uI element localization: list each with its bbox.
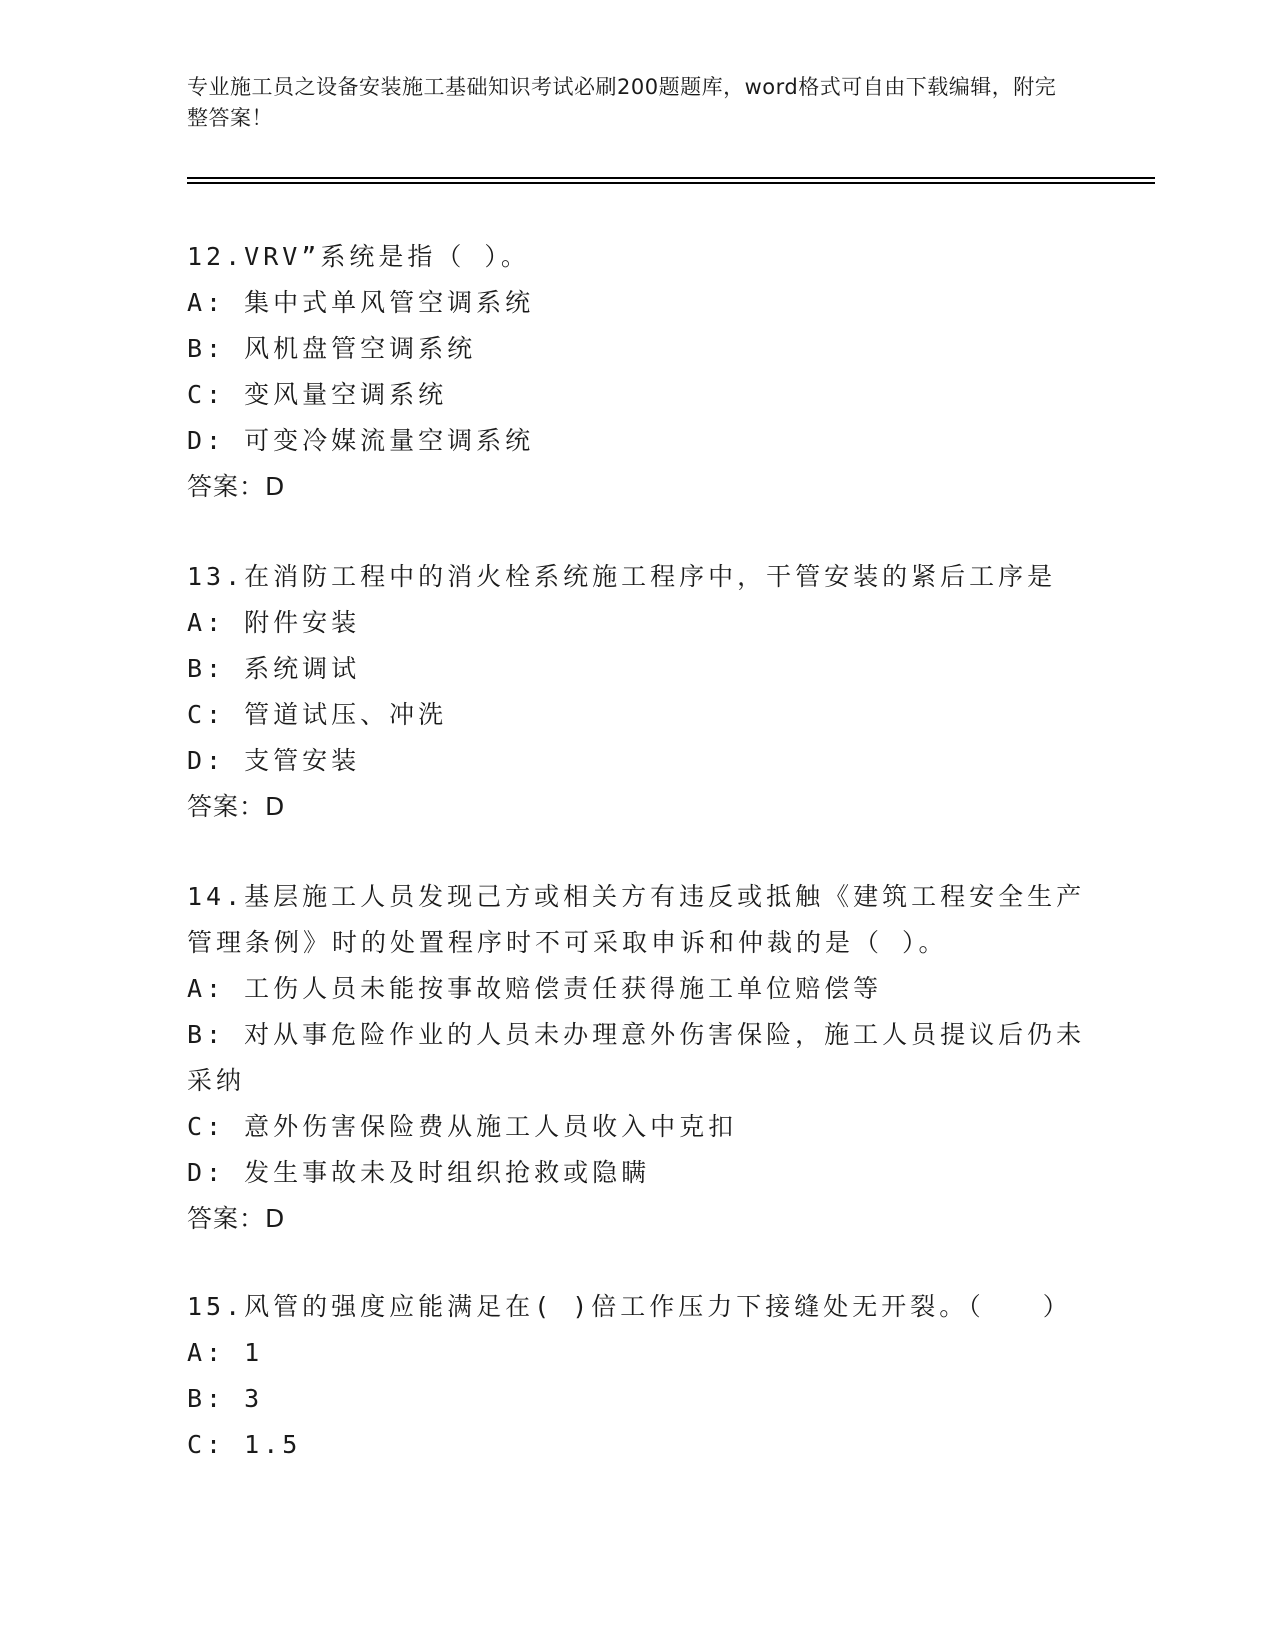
option-b: B: 风机盘管空调系统 bbox=[187, 334, 477, 363]
header-divider-bottom bbox=[187, 182, 1155, 184]
question-14 bbox=[187, 874, 1087, 1242]
question-13 bbox=[187, 554, 1087, 830]
answer-line: 答案：D bbox=[187, 792, 286, 821]
option-d: D: 支管安装 bbox=[187, 746, 361, 775]
option-a: A: 1 bbox=[187, 1338, 264, 1367]
question-stem: 13.在消防工程中的消火栓系统施工程序中，干管安装的紧后工序是 bbox=[187, 562, 1057, 591]
answer-line: 答案：D bbox=[187, 472, 286, 501]
header-divider-top bbox=[187, 177, 1155, 179]
question-stem: 15.风管的强度应能满足在( )倍工作压力下接缝处无开裂。（ ） bbox=[187, 1292, 1072, 1321]
option-a: A: 集中式单风管空调系统 bbox=[187, 288, 535, 317]
option-b: B: 3 bbox=[187, 1384, 264, 1413]
option-a: A: 工伤人员未能按事故赔偿责任获得施工单位赔偿等 bbox=[187, 974, 883, 1003]
option-b: B: 对从事危险作业的人员未办理意外伤害保险，施工人员提议后仍未采纳 bbox=[187, 1020, 1086, 1095]
question-12 bbox=[187, 234, 1087, 510]
question-stem: 14.基层施工人员发现己方或相关方有违反或抵触《建筑工程安全生产管理条例》时的处置程序时不可采取申诉和仲裁的是（ ）。 bbox=[187, 882, 1086, 957]
option-c: C: 1.5 bbox=[187, 1430, 302, 1459]
answer-line: 答案：D bbox=[187, 1204, 286, 1233]
option-c: C: 意外伤害保险费从施工人员收入中克扣 bbox=[187, 1112, 738, 1141]
question-stem: 12.VRV”系统是指（ ）。 bbox=[187, 242, 530, 271]
option-d: D: 发生事故未及时组织抢救或隐瞒 bbox=[187, 1158, 651, 1187]
option-b: B: 系统调试 bbox=[187, 654, 361, 683]
option-a: A: 附件安装 bbox=[187, 608, 361, 637]
document-header: 专业施工员之设备安装施工基础知识考试必刷200题题库，word格式可自由下载编辑，附完整答案！ bbox=[187, 75, 1057, 130]
option-c: C: 管道试压、冲洗 bbox=[187, 700, 448, 729]
option-c: C: 变风量空调系统 bbox=[187, 380, 448, 409]
question-15 bbox=[187, 1284, 1087, 1468]
option-d: D: 可变冷媒流量空调系统 bbox=[187, 426, 535, 455]
